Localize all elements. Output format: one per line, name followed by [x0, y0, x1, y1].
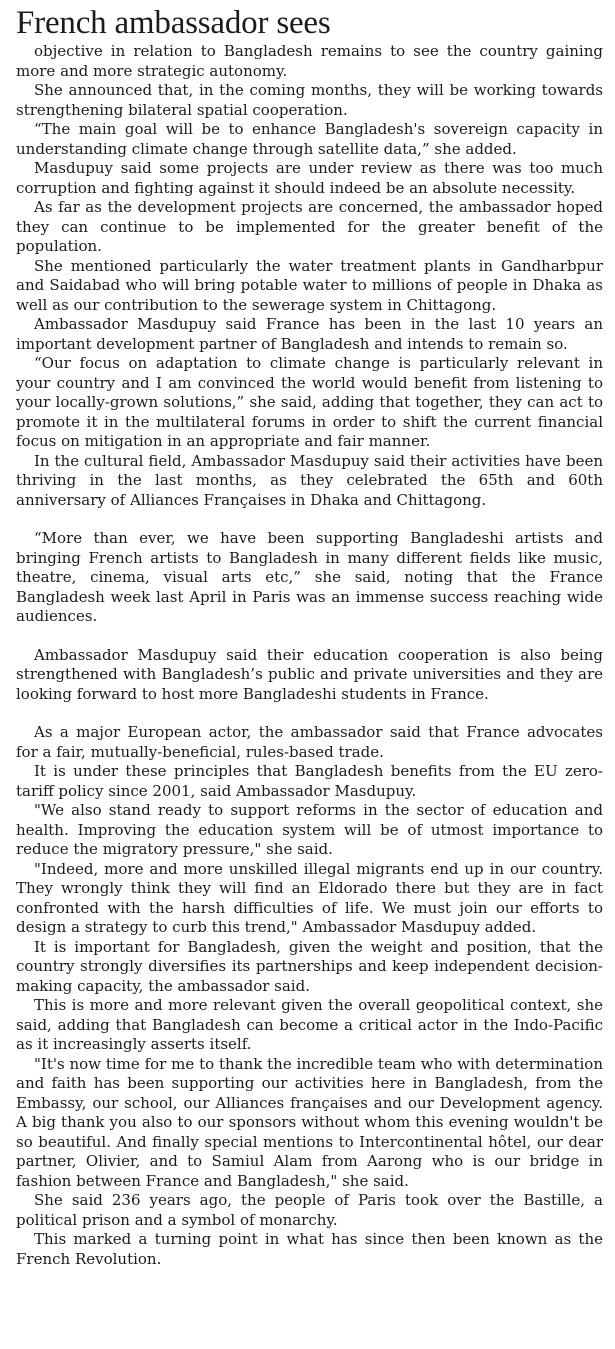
paragraph: "We also stand ready to support reforms in the sector of education and health. Improving the education system will be of utmost importance to reduce the migratory pressure," she said. [16, 801, 603, 858]
paragraph: objective in relation to Bangladesh remains to see the country gaining more and more strategic autonomy. [16, 42, 603, 80]
paragraph: “The main goal will be to enhance Bangladesh's sovereign capacity in understanding climate change through satellite data,” she added. [16, 120, 603, 158]
paragraph: “Our focus on adaptation to climate change is particularly relevant in your country and I am convinced the world would benefit from listening to your locally-grown solutions,” she said, adding that together, they can act to promote it in the multilateral forums in order to shift the current financial focus on mitigation in an appropriate and fair manner. [16, 354, 603, 450]
paragraph: She mentioned particularly the water treatment plants in Gandharbpur and Saidabad who will bring potable water to millions of people in Dhaka as well as our contribution to the sewerage system in Chittagong. [16, 256, 603, 314]
paragraph: This is more and more relevant given the overall geopolitical context, she said, adding that Bangladesh can become a critical actor in the Indo-Pacific as it increasingly asserts itself. [16, 996, 603, 1053]
paragraph: This marked a turning point in what has since then been known as the French Revolution. [16, 1230, 603, 1268]
paragraph: Masdupuy said some projects are under review as there was too much corruption and fighting against it should indeed be an absolute necessity. [16, 159, 603, 197]
article-body [16, 42, 603, 1269]
paragraph: “More than ever, we have been supporting Bangladeshi artists and bringing French artists to Bangladesh in many different fields like music, theatre, cinema, visual arts etc,” she said, noting that the France Bangladesh week last April in Paris was an immense success reaching wide audiences. [16, 529, 603, 625]
paragraph: Ambassador Masdupuy said their education cooperation is also being strengthened with Bangladesh’s public and private universities and they are looking forward to host more Bangladeshi students in France. [16, 645, 603, 703]
paragraph: She announced that, in the coming months, they will be working towards strengthening bilateral spatial cooperation. [16, 81, 603, 119]
paragraph: As a major European actor, the ambassador said that France advocates for a fair, mutually-beneficial, rules-based trade. [16, 723, 603, 761]
paragraph: In the cultural field, Ambassador Masdupuy said their activities have been thriving in the last months, as they celebrated the 65th and 60th anniversary of Alliances Françaises in Dhaka and Chittagong. [16, 451, 603, 509]
paragraph: Ambassador Masdupuy said France has been in the last 10 years an important development partner of Bangladesh and intends to remain so. [16, 315, 603, 353]
paragraph: "It's now time for me to thank the incredible team who with determination and faith has been supporting our activities here in Bangladesh, from the Embassy, our school, our Alliances françaises and our Development agency. A big thank you also to our sponsors without whom this evening wouldn't be so beautiful. And finally special mentions to Intercontinental hôtel, our dear partner, Olivier, and to Samiul Alam from Aarong who is our bridge in fashion between France and Bangladesh," she said. [16, 1054, 603, 1190]
paragraph: She said 236 years ago, the people of Paris took over the Bastille, a political prison and a symbol of monarchy. [16, 1191, 603, 1229]
paragraph: As far as the development projects are concerned, the ambassador hoped they can continue to be implemented for the greater benefit of the population. [16, 198, 603, 255]
headline: French ambassador sees [16, 5, 331, 41]
paragraph: It is important for Bangladesh, given the weight and position, that the country strongly diversifies its partnerships and keep independent decision-making capacity, the ambassador said. [16, 937, 603, 995]
paragraph: It is under these principles that Bangladesh benefits from the EU zero-tariff policy since 2001, said Ambassador Masdupuy. [16, 762, 603, 800]
paragraph: "Indeed, more and more unskilled illegal migrants end up in our country. They wrongly think they will find an Eldorado there but they are in fact confronted with the harsh difficulties of life. We must join our efforts to design a strategy to curb this trend," Ambassador Masdupuy added. [16, 859, 603, 936]
